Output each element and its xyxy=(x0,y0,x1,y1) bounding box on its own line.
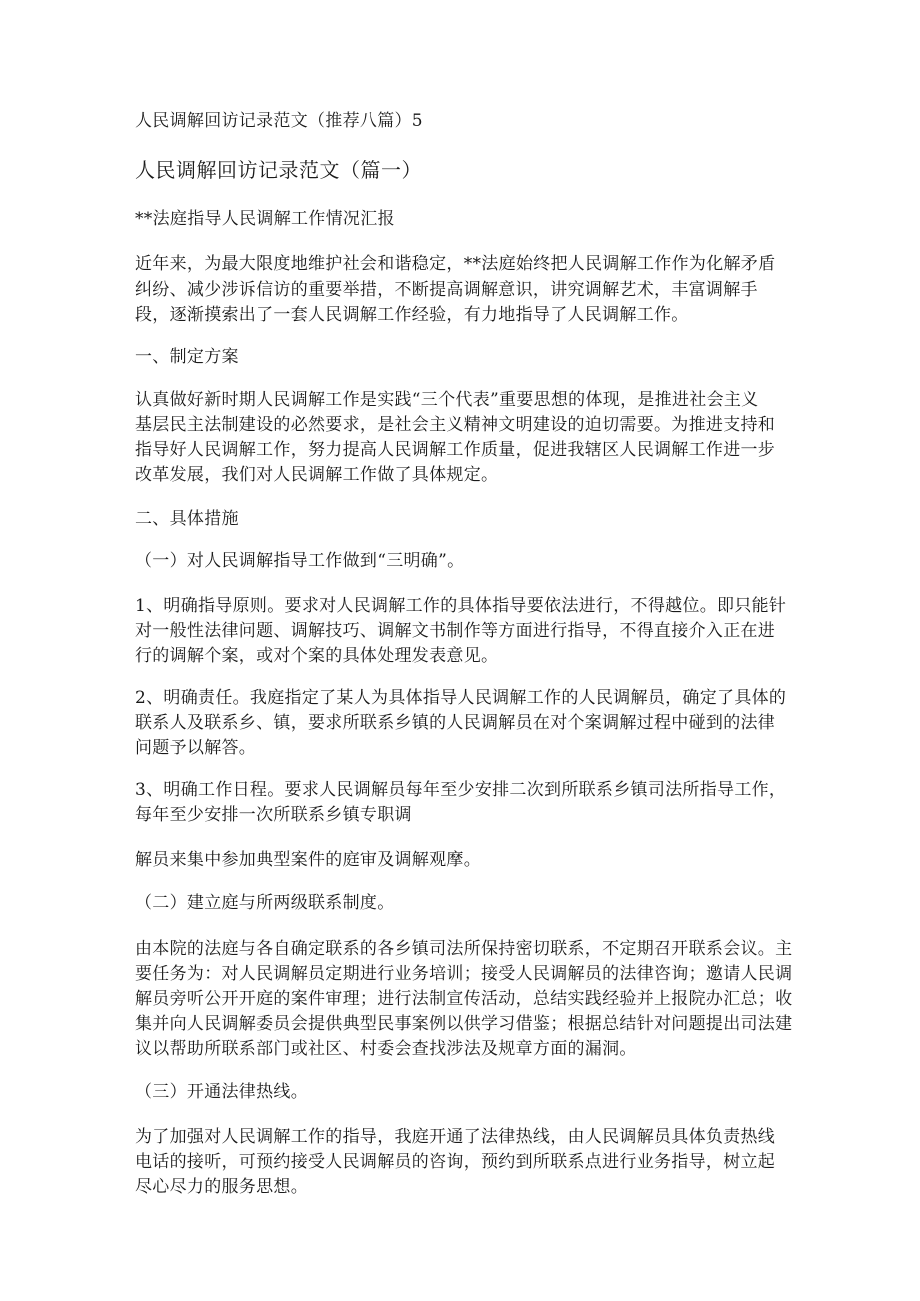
heading-measures: 二、具体措施 xyxy=(135,509,239,529)
paragraph-line: 改革发展，我们对人民调解工作做了具体规定。 xyxy=(135,465,499,485)
list-item-line: 对一般性法律问题、调解技巧、调解文书制作等方面进行指导，不得直接介入正在进 xyxy=(135,621,776,641)
paragraph-line: 电话的接听，可预约接受人民调解员的咨询，预约到所联系点进行业务指导，树立起 xyxy=(135,1152,776,1172)
paragraph-line: 集并向人民调解委员会提供典型民事案例以供学习借鉴；根据总结针对问题提出司法建 xyxy=(135,1014,793,1034)
heading-plan: 一、制定方案 xyxy=(135,347,239,367)
paragraph-line: 指导好人民调解工作，努力提高人民调解工作质量，促进我辖区人民调解工作进一步 xyxy=(135,440,776,460)
list-item-line: 联系人及联系乡、镇，要求所联系乡镇的人民调解员在对个案调解过程中碰到的法律 xyxy=(135,713,776,733)
paragraph-line: 为了加强对人民调解工作的指导，我庭开通了法律热线，由人民调解员具体负责热线 xyxy=(135,1127,776,1147)
report-title: **法庭指导人民调解工作情况汇报 xyxy=(135,209,395,229)
list-item-line: 3、明确工作日程。要求人民调解员每年至少安排二次到所联系乡镇司法所指导工作， xyxy=(135,780,787,800)
intro-line: 纠纷、减少涉诉信访的重要举措，不断提高调解意识，讲究调解艺术，丰富调解手 xyxy=(135,280,758,300)
list-item-line: 问题予以解答。 xyxy=(135,738,257,758)
subheading: （二）建立庭与所两级联系制度。 xyxy=(135,893,395,913)
list-item-line: 每年至少安排一次所联系乡镇专职调 xyxy=(135,805,412,825)
paragraph-line: 由本院的法庭与各自确定联系的各乡镇司法所保持密切联系，不定期召开联系会议。主 xyxy=(135,939,793,959)
subheading: （三）开通法律热线。 xyxy=(135,1082,308,1102)
list-item-continuation: 解员来集中参加典型案件的庭审及调解观摩。 xyxy=(135,850,481,870)
document-title: 人民调解回访记录范文（推荐八篇）5 xyxy=(135,111,423,131)
intro-line: 近年来，为最大限度地维护社会和谐稳定，**法庭始终把人民调解工作作为化解矛盾 xyxy=(135,254,776,274)
paragraph-line: 基层民主法制建设的必然要求，是社会主义精神文明建设的迫切需要。为推进支持和 xyxy=(135,415,776,435)
list-item-line: 1、明确指导原则。要求对人民调解工作的具体指导要依法进行，不得越位。即只能针 xyxy=(135,596,787,616)
paragraph-line: 尽心尽力的服务思想。 xyxy=(135,1177,308,1197)
intro-line: 段，逐渐摸索出了一套人民调解工作经验，有力地指导了人民调解工作。 xyxy=(135,305,689,325)
paragraph-line: 议以帮助所联系部门或社区、村委会查找涉法及规章方面的漏洞。 xyxy=(135,1039,637,1059)
list-item-line: 行的调解个案，或对个案的具体处理发表意见。 xyxy=(135,646,499,666)
paragraph-line: 解员旁听公开开庭的案件审理；进行法制宣传活动，总结实践经验并上报院办汇总；收 xyxy=(135,989,793,1009)
list-item-line: 2、明确责任。我庭指定了某人为具体指导人民调解工作的人民调解员，确定了具体的 xyxy=(135,688,787,708)
paragraph-line: 要任务为：对人民调解员定期进行业务培训；接受人民调解员的法律咨询；邀请人民调 xyxy=(135,964,793,984)
section-title: 人民调解回访记录范文（篇一） xyxy=(135,158,422,182)
subheading: （一）对人民调解指导工作做到“三明确”。 xyxy=(135,551,465,571)
paragraph-line: 认真做好新时期人民调解工作是实践“三个代表”重要思想的体现，是推进社会主义 xyxy=(135,390,759,410)
